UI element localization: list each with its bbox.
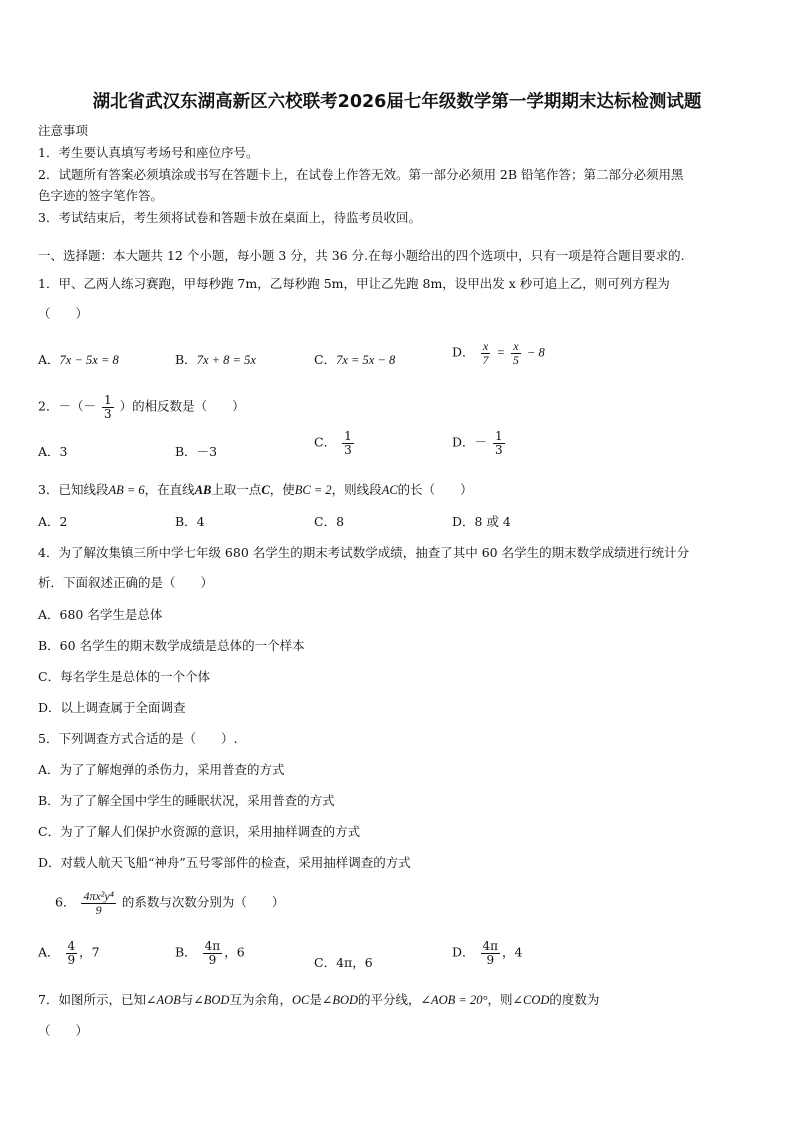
q4-stem: 析．下面叙述正确的是（ ）	[38, 575, 214, 590]
q6-option-c: C．4π，6	[314, 955, 373, 970]
q3-option-a: A．2	[38, 514, 68, 529]
q2-option-a: A．3	[38, 444, 68, 459]
q5-stem: 5．下列调查方式合适的是（ ）.	[38, 731, 238, 746]
q5-option-d: D．对载人航天飞船“神舟”五号零部件的检查，采用抽样调查的方式	[38, 855, 411, 870]
q6-stem: 6． $\frac{\text{4πx²y⁴}}{9}$ 的系数与次数分别为（ ）	[55, 889, 285, 917]
notice-heading: 注意事项	[38, 123, 89, 138]
notice-item: 2．试题所有答案必须填涂或书写在答题卡上，在试卷上作答无效。第一部分必须用 2B 铅笔作答；第二部分必须用黑	[38, 167, 684, 182]
q6-option-b: B． $\frac{4\pi}{9}$ ，6	[175, 939, 245, 967]
q1-stem: 1．甲、乙两人练习赛跑，甲每秒跑 7m，乙每秒跑 5m，甲让乙先跑 8m，设甲出发 x 秒可追上乙，则可列方程为	[38, 276, 670, 291]
q2-option-b: B．－3	[175, 444, 218, 459]
q7-stem: 7．如图所示，已知∠AOB与∠BOD互为余角，OC是∠BOD的平分线，∠AOB = 20°，则∠COD的度数为	[38, 992, 600, 1007]
notice-item: 1．考生要认真填写考场号和座位序号。	[38, 145, 259, 160]
q2-option-d: D．－ $\frac{1}{3}$	[452, 429, 503, 457]
section-heading: 一、选择题：本大题共 12 个小题，每小题 3 分，共 36 分.在每小题给出的四个选项中，只有一项是符合题目要求的.	[38, 248, 685, 263]
q1-option-b: B．7x + 8 = 5x	[175, 352, 256, 367]
q4-option-c: C．每名学生是总体的一个个体	[38, 669, 211, 684]
q3-option-d: D．8 或 4	[452, 514, 511, 529]
q6-option-d: D． $\frac{4\pi}{9}$ ，4	[452, 939, 523, 967]
q4-option-d: D．以上调查属于全面调查	[38, 700, 186, 715]
q7-paren: （ ）	[38, 1023, 89, 1038]
q1-option-c: C．7x = 5x − 8	[314, 352, 396, 367]
q3-option-b: B．4	[175, 514, 205, 529]
q5-option-a: A．为了了解炮弹的杀伤力，采用普查的方式	[38, 762, 285, 777]
q1-paren: （ ）	[38, 306, 89, 321]
q2-option-c: C． $\frac{1}{3}$	[314, 429, 352, 457]
q1-option-d: D． $\frac{x}{7}$ = $\frac{x}{5}$ − 8	[452, 339, 545, 367]
q3-option-c: C．8	[314, 514, 345, 529]
page-title: 湖北省武汉东湖高新区六校联考2026届七年级数学第一学期期末达标检测试题	[92, 92, 702, 112]
q5-option-b: B．为了了解全国中学生的睡眠状况，采用普查的方式	[38, 793, 335, 808]
q3-stem: 3．已知线段AB = 6，在直线AB上取一点C，使BC = 2，则线段AC的长（ ）	[38, 482, 473, 497]
q6-option-a: A． $\frac{4}{9}$ ，7	[38, 939, 100, 967]
notice-item: 色字迹的签字笔作答。	[38, 188, 164, 203]
q4-stem: 4．为了解汝集镇三所中学七年级 680 名学生的期末考试数学成绩，抽查了其中 60 名学生的期末数学成绩进行统计分	[38, 545, 690, 560]
q1-option-a: A．7x − 5x = 8	[38, 352, 119, 367]
q4-option-b: B．60 名学生的期末数学成绩是总体的一个样本	[38, 638, 305, 653]
q4-option-a: A．680 名学生是总体	[38, 607, 163, 622]
q5-option-c: C．为了了解人们保护水资源的意识，采用抽样调查的方式	[38, 824, 361, 839]
q2-stem: 2．－（－ $\frac{1}{3}$ ）的相反数是（ ）	[38, 393, 245, 421]
notice-item: 3．考试结束后，考生须将试卷和答题卡放在桌面上，待监考员收回。	[38, 210, 421, 225]
